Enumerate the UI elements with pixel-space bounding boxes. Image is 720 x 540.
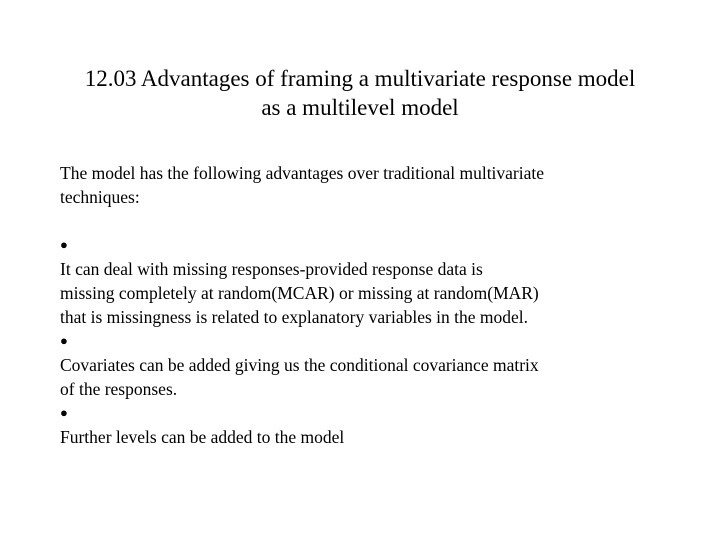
bullet-3-line-1: Further levels can be added to the model <box>60 427 345 447</box>
bullet-1-line-2: missing completely at random(MCAR) or missing at random(MAR) <box>60 283 539 303</box>
bullet-dot-icon: ● <box>60 237 68 252</box>
slide-title-line-2: as a multilevel model <box>261 95 459 120</box>
bullet-2-line-1: Covariates can be added giving us the conditional covariance matrix <box>60 355 539 375</box>
bullet-1-line-1: It can deal with missing responses-provided response data is <box>60 259 483 279</box>
bullet-list <box>60 233 700 449</box>
intro-paragraph <box>60 161 680 209</box>
bullet-item-further-levels <box>60 401 700 449</box>
intro-line-1: The model has the following advantages over traditional multivariate <box>60 163 545 183</box>
bullet-item-covariates <box>60 329 700 401</box>
bullet-2-line-2: of the responses. <box>60 379 178 399</box>
bullet-1-line-3: that is missingness is related to explanatory variables in the model. <box>60 307 529 327</box>
bullet-dot-icon: ● <box>60 405 68 420</box>
slide-title <box>40 64 680 122</box>
slide-title-line-1: 12.03 Advantages of framing a multivariate response model <box>84 66 636 91</box>
intro-line-2: techniques: <box>60 187 140 207</box>
bullet-dot-icon: ● <box>60 333 68 348</box>
bullet-item-missing-responses <box>60 233 700 329</box>
